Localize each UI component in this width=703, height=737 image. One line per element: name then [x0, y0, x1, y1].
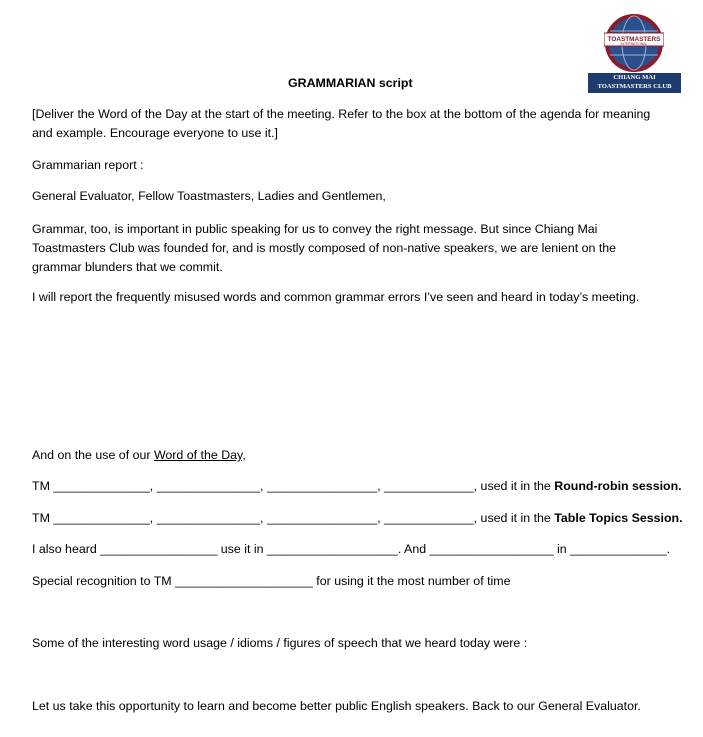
special-recognition-line: Special recognition to TM ____________________ for using it the most number of time: [32, 574, 511, 588]
salutation-text: General Evaluator, Fellow Toastmasters, Ladies and Gentlemen,: [32, 189, 386, 203]
intro-paragraph: Grammar, too, is important in public speaking for us to convey the right message. But since Chiang Mai Toastmasters Club was founded for, and is mostly composed of non-native speakers, we are lenient on the grammar blunders that we commit.: [32, 222, 617, 274]
club-name-line2: TOASTMASTERS CLUB: [597, 83, 672, 90]
round-robin-blanks: TM ______________, _______________, ________________, _____________, used it in the: [32, 479, 555, 493]
logo-banner-subtext: INTERNATIONAL: [620, 42, 648, 47]
club-name-box: [588, 73, 681, 93]
logo-banner-text: TOASTMASTERS: [607, 36, 661, 43]
table-topics-label: Table Topics Session.: [554, 511, 683, 525]
report-line: I will report the frequently misused words and common grammar errors I’ve seen and heard in today’s meeting.: [32, 290, 640, 304]
round-robin-row: [32, 479, 682, 493]
table-topics-row: [32, 511, 683, 525]
wotd-prefix: And on the use of our: [32, 448, 154, 462]
report-heading: Grammarian report :: [32, 158, 144, 172]
table-topics-blanks: TM ______________, _______________, ________________, _____________, used it in the: [32, 511, 555, 525]
also-heard-line: I also heard _________________ use it in ___________________. And __________________ in ______________.: [32, 542, 671, 556]
interesting-usage-line: Some of the interesting word usage / idioms / figures of speech that we heard today were :: [32, 636, 528, 650]
page-title: GRAMMARIAN script: [288, 76, 413, 90]
instruction-text: [Deliver the Word of the Day at the start of the meeting. Refer to the box at the bottom of the agenda for meaning and example. Encourage everyone to use it.]: [32, 107, 651, 140]
club-logo: [588, 10, 681, 94]
club-name-line1: CHIANG MAI: [613, 74, 656, 81]
wotd-link: Word of the Day,: [153, 448, 246, 462]
wotd-line: [32, 448, 246, 462]
round-robin-label: Round-robin session.: [554, 479, 682, 493]
closing-line: Let us take this opportunity to learn and become better public English speakers. Back to our General Evaluator.: [32, 699, 641, 713]
toastmasters-globe-icon: [604, 13, 664, 73]
